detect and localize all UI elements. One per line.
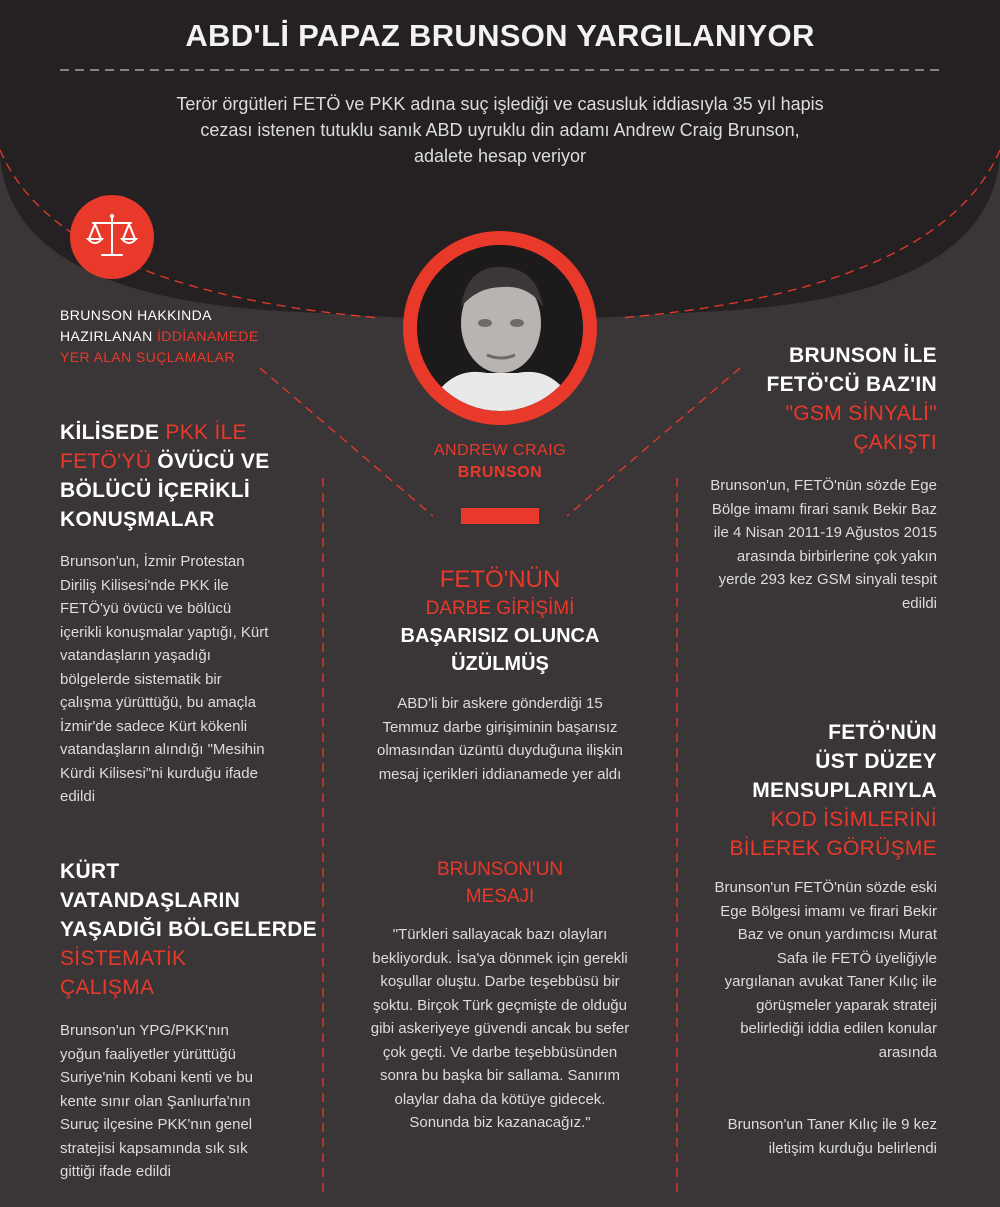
left1-body: Brunson'un, İzmir Protestan Diriliş Kilisesi'nde PKK ile FETÖ'yü övücü ve bölücü içerikli konuşmalar yaptığı, Kürt vatandaşların yaşadığı bölgelerde sistematik bir çalışma yürüttüğü, bu amaçla İzmir'de sadece Kürt kökenli vatandaşların alındığı "Mesihin Kürdi Kilisesi"ni kurduğu ifade edildi <box>60 553 269 805</box>
right2-body-1: Brunson'un FETÖ'nün sözde eski Ege Bölgesi imamı ve firari Bekir Baz ve onun yardımcısı Murat Safa ile FETÖ üyeliğiyle yargılanan avukat Taner Kılıç ile görüşmeler yaparak strateji belirlediği iddia edilen konular arasında <box>714 879 937 1061</box>
center2-body: "Türkleri sallayacak bazı olayları bekliyorduk. İsa'ya dönmek için gerekli koşullar oluştu. Darbe teşebbüsü bir şoktu. Birçok Türk geçmişte de olduğu gibi askeriyeye güvendi ancak bu sefer çok geçti. Ve darbe teşebbüsünden sonra bu başka bir sallama. Sanırım olaylar daha da kötüye gidecek. Sonunda biz kazanacağız." <box>370 926 630 1131</box>
right2-heading: FETÖ'NÜN ÜST DÜZEY MENSUPLARIYLA KOD İSİMLERİNİ BİLEREK GÖRÜŞME <box>729 721 937 860</box>
right1-heading: BRUNSON İLE FETÖ'CÜ BAZ'IN "GSM SİNYALİ" ÇAKIŞTI <box>766 344 937 454</box>
intro-text: Terör örgütleri FETÖ ve PKK adına suç işlediği ve casusluk iddiasıyla 35 yıl hapis cezası istenen tutuklu sanık ABD uyruklu din adamı Andrew Craig Brunson, adalete hesap veriyor <box>176 94 824 166</box>
center2-heading: BRUNSON'UN MESAJI <box>436 859 564 907</box>
right2-body-2: Brunson'un Taner Kılıç ile 9 kez iletişim kurduğu belirlendi <box>727 1116 937 1157</box>
left1-heading: KİLİSEDE PKK İLE FETÖ'YÜ ÖVÜCÜ VE BÖLÜCÜ İÇERİKLİ KONUŞMALAR <box>60 421 270 531</box>
center1-body: ABD'li bir askere gönderdiği 15 Temmuz darbe girişiminin başarısız olmasından üzüntü duyduğuna ilişkin mesaj içerikleri iddianamede yer aldı <box>377 695 623 783</box>
portrait-photo <box>417 245 583 411</box>
page-title: ABD'Lİ PAPAZ BRUNSON YARGILANIYOR <box>185 18 815 53</box>
person-first-name: ANDREW CRAIG <box>433 442 567 459</box>
left2-heading: KÜRT VATANDAŞLARIN YAŞADIĞI BÖLGELERDE SİSTEMATİK ÇALIŞMA <box>60 860 317 999</box>
divider-bar <box>461 508 539 524</box>
person-last-name: BRUNSON <box>457 464 543 481</box>
center1-heading: FETÖ'NÜN DARBE GİRİŞİMİ BAŞARISIZ OLUNCA ÜZÜLMÜŞ <box>400 566 600 675</box>
accusations-label: BRUNSON HAKKINDA HAZIRLANAN İDDİANAMEDE YER ALAN SUÇLAMALAR <box>60 307 259 365</box>
right1-body: Brunson'un, FETÖ'nün sözde Ege Bölge imamı firari sanık Bekir Baz ile 4 Nisan 2011-19 Ağustos 2015 arasında birbirlerine çok yakın yerde 293 kez GSM sinyali tespit edildi <box>710 477 937 612</box>
left2-body: Brunson'un YPG/PKK'nın yoğun faaliyetler yürüttüğü Suriye'nin Kobani kenti ve bu kente sınır olan Şanlıurfa'nın Suruç ilçesine PKK'nın genel stratejisi kapsamında sık sık gittiği ifade edildi <box>60 1022 253 1180</box>
scales-of-justice-icon <box>70 195 154 279</box>
